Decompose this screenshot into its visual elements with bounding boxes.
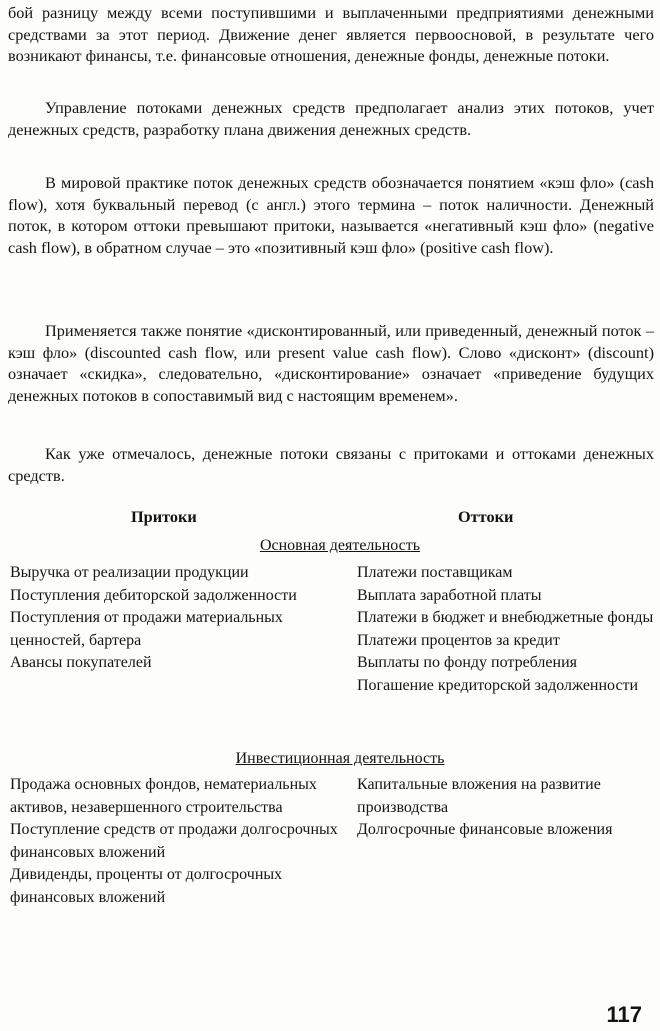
list-item: Капитальные вложения на развитие производства xyxy=(357,776,601,816)
list-item: Погашение кредиторской задолженности xyxy=(357,676,639,694)
list-item: Платежи процентов за кредит xyxy=(357,631,560,649)
list-item: Выручка от реализации продукции xyxy=(10,564,249,581)
list-item: Дивиденды, проценты от долгосрочных финансовых вложений xyxy=(10,866,283,906)
list-item: Поступления от продажи материальных ценностей, бартера xyxy=(10,609,283,649)
list-item: Платежи поставщикам xyxy=(357,564,513,581)
paragraph-1: бой разницу между всеми поступившими и выплаченными предприятиями денежными средствами за этот период. Движение денег является первоосновой, в результате чего возникают финансы, т.е. финансовые отношения, денежные фонды, денежные потоки. xyxy=(8,3,654,65)
operating-inflows-list xyxy=(10,562,342,675)
page-number: 117 xyxy=(606,1002,642,1027)
list-item: Выплата заработной платы xyxy=(357,586,542,604)
section-title-operating: Основная деятельность xyxy=(259,537,421,554)
list-item: Авансы покупателей xyxy=(10,654,152,671)
investment-inflows-list xyxy=(10,774,342,909)
paragraph-3: В мировой практике поток денежных средств обозначается понятием «кэш фло» (cash flow), хотя буквальный перевод (с англ.) этого термина – поток наличности. Денежный поток, в котором оттоки превышают притоки, называется «негативный кэш фло» (negative cash flow), в обратном случае – это «позитивный кэш фло» (positive cash flow). xyxy=(8,173,654,257)
list-item: Долгосрочные финансовые вложения xyxy=(357,821,613,838)
section-title-investment: Инвестиционная деятельность xyxy=(235,750,445,767)
paragraph-2: Управление потоками денежных средств предполагает анализ этих потоков, учет денежных средств, разработку плана движения денежных средств. xyxy=(8,98,654,139)
list-item: Выплаты по фонду потребления xyxy=(357,654,577,671)
list-item: Продажа основных фондов, нематериальных активов, незавершенного строительства xyxy=(10,776,317,816)
list-item: Поступление средств от продажи долгосрочных финансовых вложений xyxy=(10,821,338,861)
paragraph-4: Применяется также понятие «дисконтированный, или приведенный, денежный поток – кэш фло» (discounted cash flow, или present value cash flow). Слово «дисконт» (discount) означает «скидка», следовательно, «дисконтирование» означает «приведение будущих денежных потоков в сопоставимый вид с настоящим временем». xyxy=(8,321,654,405)
operating-outflows-list xyxy=(357,562,657,697)
list-item: Платежи в бюджет и внебюджетные фонды xyxy=(357,609,654,626)
investment-outflows-list xyxy=(357,774,657,842)
list-item: Поступления дебиторской задолженности xyxy=(10,586,297,604)
outflows-header: Оттоки xyxy=(458,507,514,526)
paragraph-5: Как уже отмечалось, денежные потоки связаны с притоками и оттоками денежных средств. xyxy=(8,444,654,485)
inflows-header: Притоки xyxy=(131,507,197,526)
